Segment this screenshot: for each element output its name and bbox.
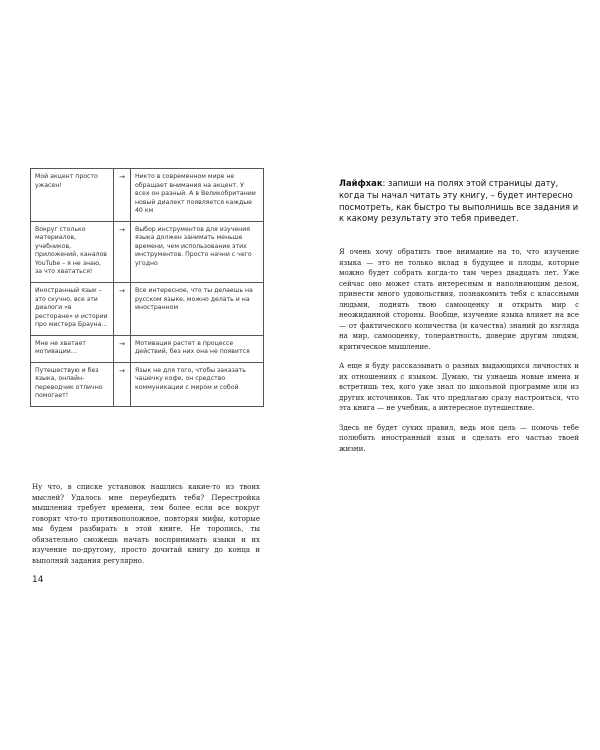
arrow-icon: → — [114, 221, 131, 282]
table-row — [31, 221, 264, 282]
fact-cell: Язык не для того, чтобы заказать чашечку кофе, он средство коммуникации с миром и собой — [131, 362, 264, 406]
myth-cell: Мне не хватает мотивации… — [31, 335, 114, 362]
myth-cell: Мой акцент просто ужасен! — [31, 169, 114, 222]
arrow-icon: → — [114, 362, 131, 406]
arrow-icon: → — [114, 335, 131, 362]
table-row — [31, 362, 264, 406]
table-row — [31, 335, 264, 362]
body-paragraph: Я очень хочу обратить твое внимание на то, что изучение языка — это не только вклад в будущее и плоды, которые можно будет собрать когда-то там через двадцать лет. Уже сейчас оно может стать интересным и наполняющим делом, принести много удовольствия, познакомить тебя с классными людьми, поднять твою самооценку и открыть мир с неожиданной стороны. Вообще, изучение языка влияет на все — от фактического количества (и качества) знаний до взгляда на мир, самооценку, толерантность, доверие другим людям, критическое мышление. — [339, 248, 579, 351]
fact-cell: Все интересное, что ты делаешь на русском языке, можно делать и на иностранном — [131, 283, 264, 336]
fact-cell: Выбор инструментов для изучения языка должен занимать меньше времени, чем использование этих инструментов. Просто начни с чего угодно — [131, 221, 264, 282]
fact-cell: Никто в современном мире не обращает внимания на акцент. У всех он разный. А в Великобритании новый диалект появляется каждые 40 км — [131, 169, 264, 222]
beliefs-table — [30, 168, 264, 407]
table-row — [31, 169, 264, 222]
arrow-icon: → — [114, 283, 131, 336]
body-paragraph: Здесь не будет сухих правил, ведь моя цель — помочь тебе полюбить иностранный язык и сделать его частью твоей жизни. — [339, 423, 579, 453]
body-paragraph: А еще я буду рассказывать о разных выдающихся личностях и их отношениях с языком. Думаю, ты узнаешь новые имена и встретишь тех, кого уже знал по школьной программе или из других источников. Так что предлагаю сразу настроиться, что эта книга — не учебник, а интересное путешествие. — [339, 362, 579, 412]
lifehack-label: Лайфхак — [339, 178, 383, 188]
left-paragraph: Ну что, в списке установок нашлись какие-то из твоих мыслей? Удалось мне переубедить тебя? Перестройка мышления требует времени, тем более если все вокруг говорят что-то противоположное, повторяя мифы, которые мы будем разбирать в этой книге. Не торопись, ты обязательно сможешь начать воспринимать языки и их изучение по-другому, просто дочитай книгу до конца и выполняй задания регулярно. — [32, 483, 260, 565]
fact-cell: Мотивация растет в процессе действий, без них она не появится — [131, 335, 264, 362]
table-row — [31, 283, 264, 336]
myth-cell: Путешествую и без языка, онлайн-переводчик отлично помогает! — [31, 362, 114, 406]
myth-cell: Иностранный язык – это скучно, все эти диалоги «в ресторане» и истории про мистера Брауна… — [31, 283, 114, 336]
lifehack-text: : запиши на полях этой страницы дату, когда ты начал читать эту книгу, – будет интересно посмотреть, как быстро ты выполнишь все задания и к какому результату это тебя приведет. — [339, 178, 579, 224]
lifehack-callout — [339, 178, 579, 225]
page-number: 14 — [32, 575, 44, 585]
myth-cell: Вокруг столько материалов, учебников, приложений, каналов YouTube – я не знаю, за что хвататься! — [31, 221, 114, 282]
arrow-icon: → — [114, 169, 131, 222]
right-body-text — [339, 247, 579, 463]
